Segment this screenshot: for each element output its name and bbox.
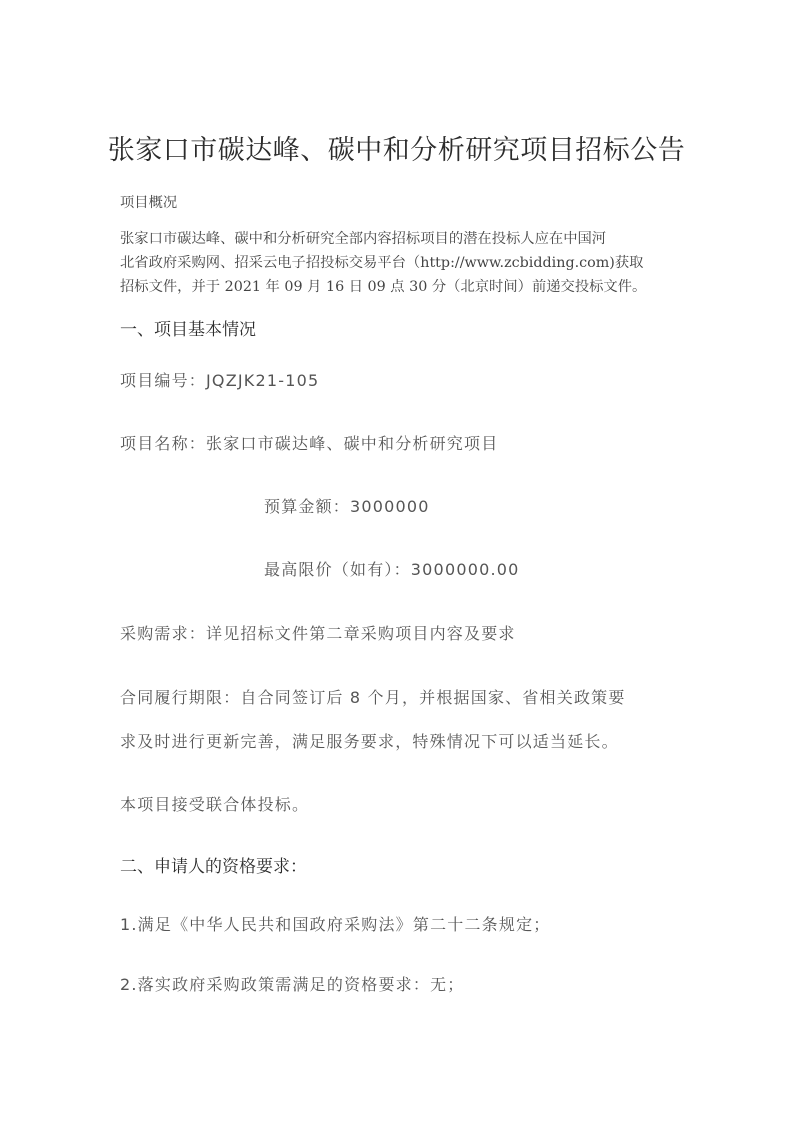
- consortium-note: 本项目接受联合体投标。: [120, 795, 310, 814]
- overview-label: 项目概况: [120, 195, 178, 211]
- overview-line: 招标文件，并于 2021 年 09 月 16 日 09 点 30 分（北京时间）前递交投标文件。: [120, 279, 647, 295]
- document-title: 张家口市碳达峰、碳中和分析研究项目招标公告: [107, 135, 686, 166]
- budget-amount: 预算金额：3000000: [264, 497, 430, 516]
- qualification-item: 2.落实政府采购政策需满足的资格要求：无；: [120, 975, 465, 994]
- contract-period-line: 求及时进行更新完善，满足服务要求，特殊情况下可以适当延长。: [120, 732, 619, 751]
- overview-line: 张家口市碳达峰、碳中和分析研究全部内容招标项目的潜在投标人应在中国河: [120, 231, 607, 247]
- section-heading-basic-info: 一、项目基本情况: [120, 320, 256, 340]
- project-name: 项目名称：张家口市碳达峰、碳中和分析研究项目: [120, 434, 499, 453]
- project-number: 项目编号：JQZJK21-105: [120, 371, 320, 390]
- max-price: 最高限价（如有）：3000000.00: [264, 560, 520, 579]
- qualification-item: 1.满足《中华人民共和国政府采购法》第二十二条规定；: [120, 915, 551, 934]
- contract-period-line: 合同履行期限：自合同签订后 8 个月，并根据国家、省相关政策要: [120, 688, 626, 707]
- overview-line: 北省政府采购网、招采云电子招投标交易平台（http://www.zcbidding.com)获取: [120, 255, 644, 271]
- section-heading-qualifications: 二、申请人的资格要求：: [120, 857, 307, 877]
- procurement-requirements: 采购需求：详见招标文件第二章采购项目内容及要求: [120, 624, 516, 643]
